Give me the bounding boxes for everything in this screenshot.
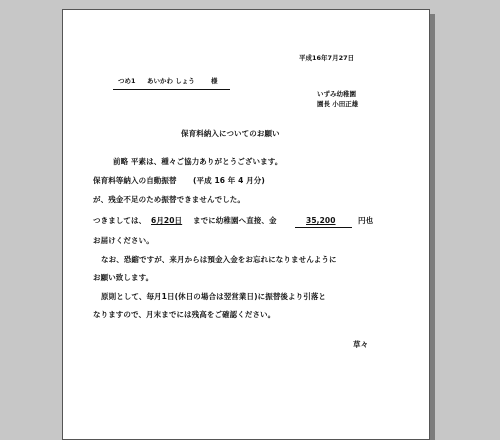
sender-org: いずみ幼稚園 <box>317 90 356 98</box>
amount-suffix: 円也 <box>358 216 374 225</box>
notice-middle: までに幼稚園へ直接、金 <box>193 216 277 225</box>
document-date: 平成16年7月27日 <box>299 54 355 62</box>
recipient-honorific: 様 <box>211 77 218 85</box>
document-title: 保育料納入についてのお願い <box>181 129 280 138</box>
amount-underline <box>295 227 352 228</box>
request-line: お願い致します。 <box>93 273 154 282</box>
notice-intro: つきましては、 <box>93 216 147 225</box>
document-page <box>62 9 430 440</box>
principle-line: 原則として、毎月1日(休日の場合は翌営業日)に振替後より引落と <box>101 292 327 301</box>
closing-text: 草々 <box>353 340 369 349</box>
payment-deadline: 6月20日 <box>151 216 183 225</box>
payment-period: (平成 16 年 4 月分) <box>193 176 265 185</box>
recipient-underline <box>113 89 230 90</box>
reminder-line: なお、恐縮ですが、来月からは預金入金をお忘れになりませんように <box>101 255 337 264</box>
confirmation-line: なりますので、月末までには残高をご確認ください。 <box>93 310 276 319</box>
recipient-label: つめ1 <box>118 77 136 85</box>
recipient-name: あいかわ しょう <box>147 77 195 85</box>
payment-method: 保育料等納入の自動振替 <box>93 176 177 185</box>
shortage-line: が、残金不足のため振替できませんでした。 <box>93 195 245 204</box>
sender-person: 園長 小田正雄 <box>317 100 359 108</box>
delivery-line: お届けください。 <box>93 236 154 245</box>
greeting-line: 前略 平素は、種々ご協力ありがとうございます。 <box>113 157 283 166</box>
payment-amount: 35,200 <box>306 216 336 225</box>
